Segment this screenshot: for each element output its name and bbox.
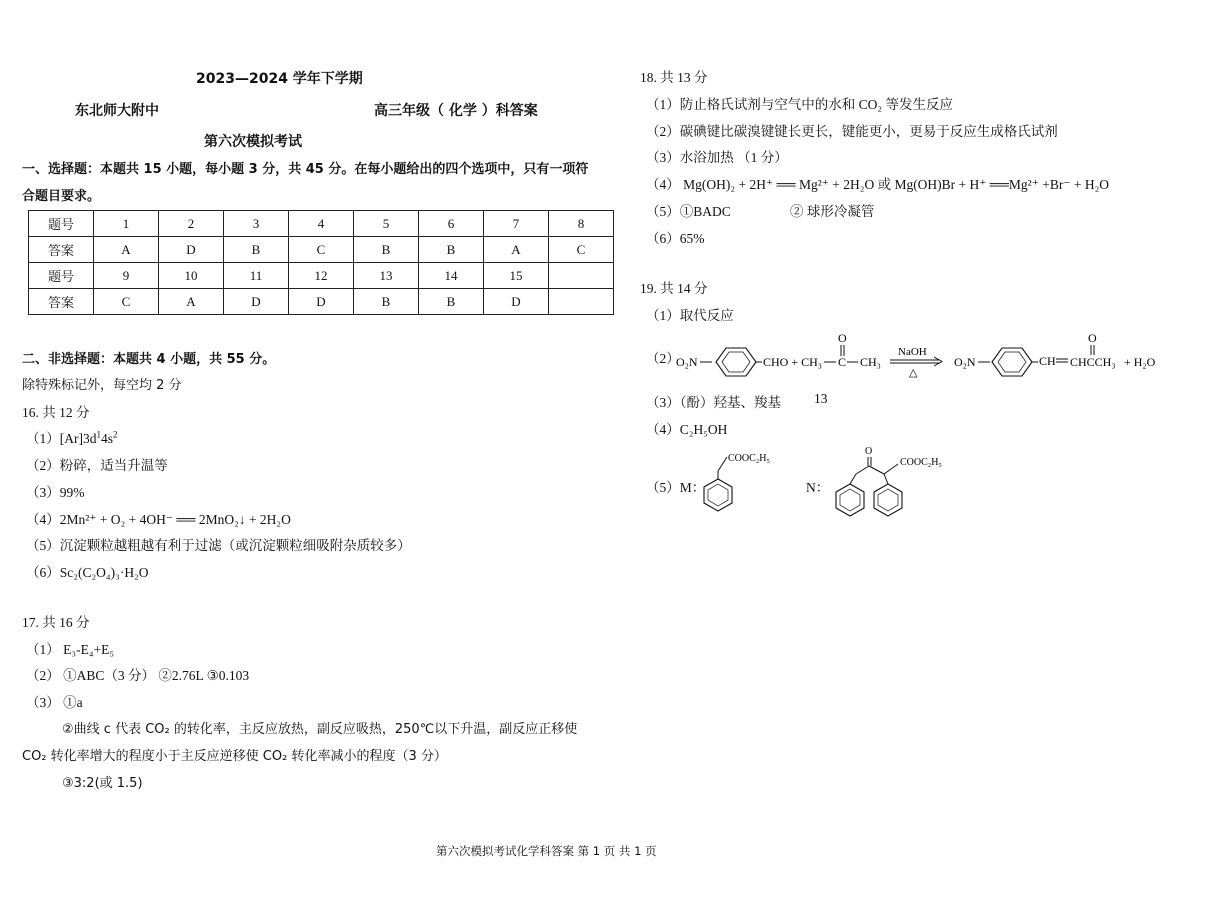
- q17-answer-2: （2） ①ABC（3 分） ②2.76L ③0.103: [26, 668, 250, 683]
- benzene-inner-icon: [722, 352, 750, 372]
- q17-title: 17. 共 16 分: [22, 615, 90, 630]
- arrow-head-icon: [934, 357, 942, 366]
- eq-no2-right: O₂N: [954, 355, 976, 369]
- benzene-inner-icon: [708, 484, 728, 506]
- table-cell: D: [289, 289, 354, 315]
- table-row: [29, 211, 614, 237]
- q16-a1-prefix: （1）[Ar]3d: [26, 431, 97, 446]
- table-cell: 10: [159, 263, 224, 289]
- q19-answer-3-number: 13: [814, 391, 828, 406]
- table-cell: 15: [484, 263, 549, 289]
- table-cell: C: [289, 237, 354, 263]
- q19-answer-5-label: （5）M：: [646, 480, 706, 495]
- q16-a1-sup2: 2: [113, 429, 118, 440]
- table-cell: A: [484, 237, 549, 263]
- eq-condition: △: [909, 367, 918, 378]
- row-label-answer: 答案: [29, 237, 94, 263]
- structure-n: [828, 440, 958, 525]
- q17-answer-3-3: ③3:2(或 1.5): [62, 776, 143, 791]
- eq-water: + H₂O: [1124, 355, 1156, 369]
- eq-product: CHCCH₃: [1070, 355, 1116, 369]
- eq-reagent: NaOH: [898, 346, 927, 358]
- table-cell: 14: [419, 263, 484, 289]
- table-cell: 13: [354, 263, 419, 289]
- bond-line: [718, 457, 727, 471]
- q19-answer-3: （3）（酚）羟基、羧基: [646, 395, 781, 410]
- eq-no2-left: O₂N: [676, 355, 698, 369]
- q16-answer-6: （6）Sc₂(C₂O₄)₃·H₂O: [26, 565, 149, 580]
- table-cell: 2: [159, 211, 224, 237]
- table-cell: 6: [419, 211, 484, 237]
- eq-product-o: O: [1088, 331, 1097, 345]
- table-cell: D: [159, 237, 224, 263]
- table-row: [29, 263, 614, 289]
- q18-answer-3: （3）水浴加热 （1 分）: [646, 150, 788, 165]
- row-label-answer: 答案: [29, 289, 94, 315]
- table-cell: B: [354, 237, 419, 263]
- benzene-inner-icon: [840, 489, 860, 511]
- benzene-inner-icon: [878, 489, 898, 511]
- q19-answer-1: （1）取代反应: [646, 308, 734, 323]
- table-cell: B: [354, 289, 419, 315]
- table-cell: 3: [224, 211, 289, 237]
- table-cell: D: [484, 289, 549, 315]
- table-cell: A: [94, 237, 159, 263]
- q18-answer-1: （1）防止格氏试剂与空气中的水和 CO₂ 等发生反应: [646, 97, 953, 112]
- table-row: [29, 237, 614, 263]
- bond-line: [884, 464, 898, 474]
- section2-note: 除特殊标记外，每空均 2 分: [22, 378, 182, 393]
- bond-line: [850, 474, 856, 484]
- m-ester-group: COOC₂H₅: [728, 453, 770, 464]
- q18-answer-6: （6）65%: [646, 231, 705, 246]
- table-cell: C: [94, 289, 159, 315]
- table-cell: 5: [354, 211, 419, 237]
- q16-a1-sup1: 1: [96, 429, 101, 440]
- table-row: [29, 289, 614, 315]
- q19-answer-5-n-label: N：: [806, 480, 830, 495]
- q19-answer-2-label: （2）: [646, 351, 680, 366]
- n-carbonyl-o: O: [865, 446, 873, 457]
- table-cell: [549, 263, 614, 289]
- table-cell: 9: [94, 263, 159, 289]
- reaction-equation: [676, 328, 1166, 378]
- eq-ch3: CH₃: [860, 355, 881, 369]
- header-school: 东北师大附中: [75, 103, 159, 119]
- q18-answer-5a: （5）①BADC: [646, 204, 731, 219]
- table-cell: D: [224, 289, 289, 315]
- benzene-inner-icon: [998, 352, 1026, 372]
- row-label-question: 题号: [29, 211, 94, 237]
- q17-answer-3-2-line1: ②曲线 c 代表 CO₂ 的转化率，主反应放热，副反应吸热，250℃以下升温，副反应正移使: [62, 722, 578, 737]
- table-cell: 12: [289, 263, 354, 289]
- table-cell: C: [549, 237, 614, 263]
- table-cell: 7: [484, 211, 549, 237]
- q18-title: 18. 共 13 分: [640, 70, 708, 85]
- table-cell: B: [419, 289, 484, 315]
- eq-c: C: [838, 355, 847, 369]
- q19-title: 19. 共 14 分: [640, 281, 708, 296]
- row-label-question: 题号: [29, 263, 94, 289]
- bond-line: [884, 474, 888, 484]
- header-year: 2023—2024 学年下学期: [196, 71, 363, 87]
- bond-line: [856, 466, 869, 474]
- header-grade-subject: 高三年级（ 化学 ）科答案: [374, 103, 538, 119]
- q16-answer-2: （2）粉碎，适当升温等: [26, 458, 168, 473]
- header-exam: 第六次模拟考试: [204, 134, 302, 150]
- page-footer: 第六次模拟考试化学科答案 第 1 页 共 1 页: [436, 844, 657, 858]
- table-cell: [549, 289, 614, 315]
- n-ester-group: COOC₂H₅: [900, 457, 942, 468]
- bond-line: [869, 466, 884, 474]
- q17-answer-3: （3） ①a: [26, 695, 83, 710]
- q18-answer-4: （4） Mg(OH)₂ + 2H⁺ ══ Mg²⁺ + 2H₂O 或 Mg(OH)Br + H⁺ ══Mg²⁺ +Br⁻ + H₂O: [646, 177, 1110, 192]
- q19-answer-4: （4）C₂H₅OH: [646, 422, 728, 437]
- q16-title: 16. 共 12 分: [22, 405, 90, 420]
- q16-answer-5: （5）沉淀颗粒越粗越有利于过滤（或沉淀颗粒细吸附杂质较多）: [26, 538, 411, 553]
- table-cell: B: [224, 237, 289, 263]
- q16-answer-3: （3）99%: [26, 485, 85, 500]
- answer-table: [28, 210, 614, 315]
- q18-answer-5b: ② 球形冷凝管: [790, 204, 875, 219]
- section1-title-line2: 合题目要求。: [22, 189, 101, 204]
- section2-title: 二、非选择题：本题共 4 小题，共 55 分。: [22, 352, 276, 367]
- q18-answer-2: （2）碳碘键比碳溴键键长更长，键能更小，更易于反应生成格氏试剂: [646, 124, 1058, 139]
- q16-answer-1: [26, 427, 118, 447]
- table-cell: 11: [224, 263, 289, 289]
- q16-a1-mid: 4s: [101, 431, 114, 446]
- q17-answer-1: （1） E₃-E₄+E₅: [26, 642, 115, 657]
- table-cell: 1: [94, 211, 159, 237]
- eq-ch: CH: [1039, 354, 1056, 368]
- table-cell: B: [419, 237, 484, 263]
- structure-m: [698, 445, 788, 520]
- table-cell: 8: [549, 211, 614, 237]
- section1-title-line1: 一、选择题：本题共 15 小题，每小题 3 分，共 45 分。在每小题给出的四个选项中，只有一项符: [22, 162, 589, 177]
- eq-cho: CHO + CH₃: [763, 355, 822, 369]
- eq-carbonyl-o: O: [838, 331, 847, 345]
- q16-answer-4: （4）2Mn²⁺ + O₂ + 4OH⁻ ══ 2MnO₂↓ + 2H₂O: [26, 512, 291, 527]
- table-cell: A: [159, 289, 224, 315]
- table-cell: 4: [289, 211, 354, 237]
- q17-answer-3-2-line2: CO₂ 转化率增大的程度小于主反应逆移使 CO₂ 转化率减小的程度（3 分）: [22, 749, 447, 764]
